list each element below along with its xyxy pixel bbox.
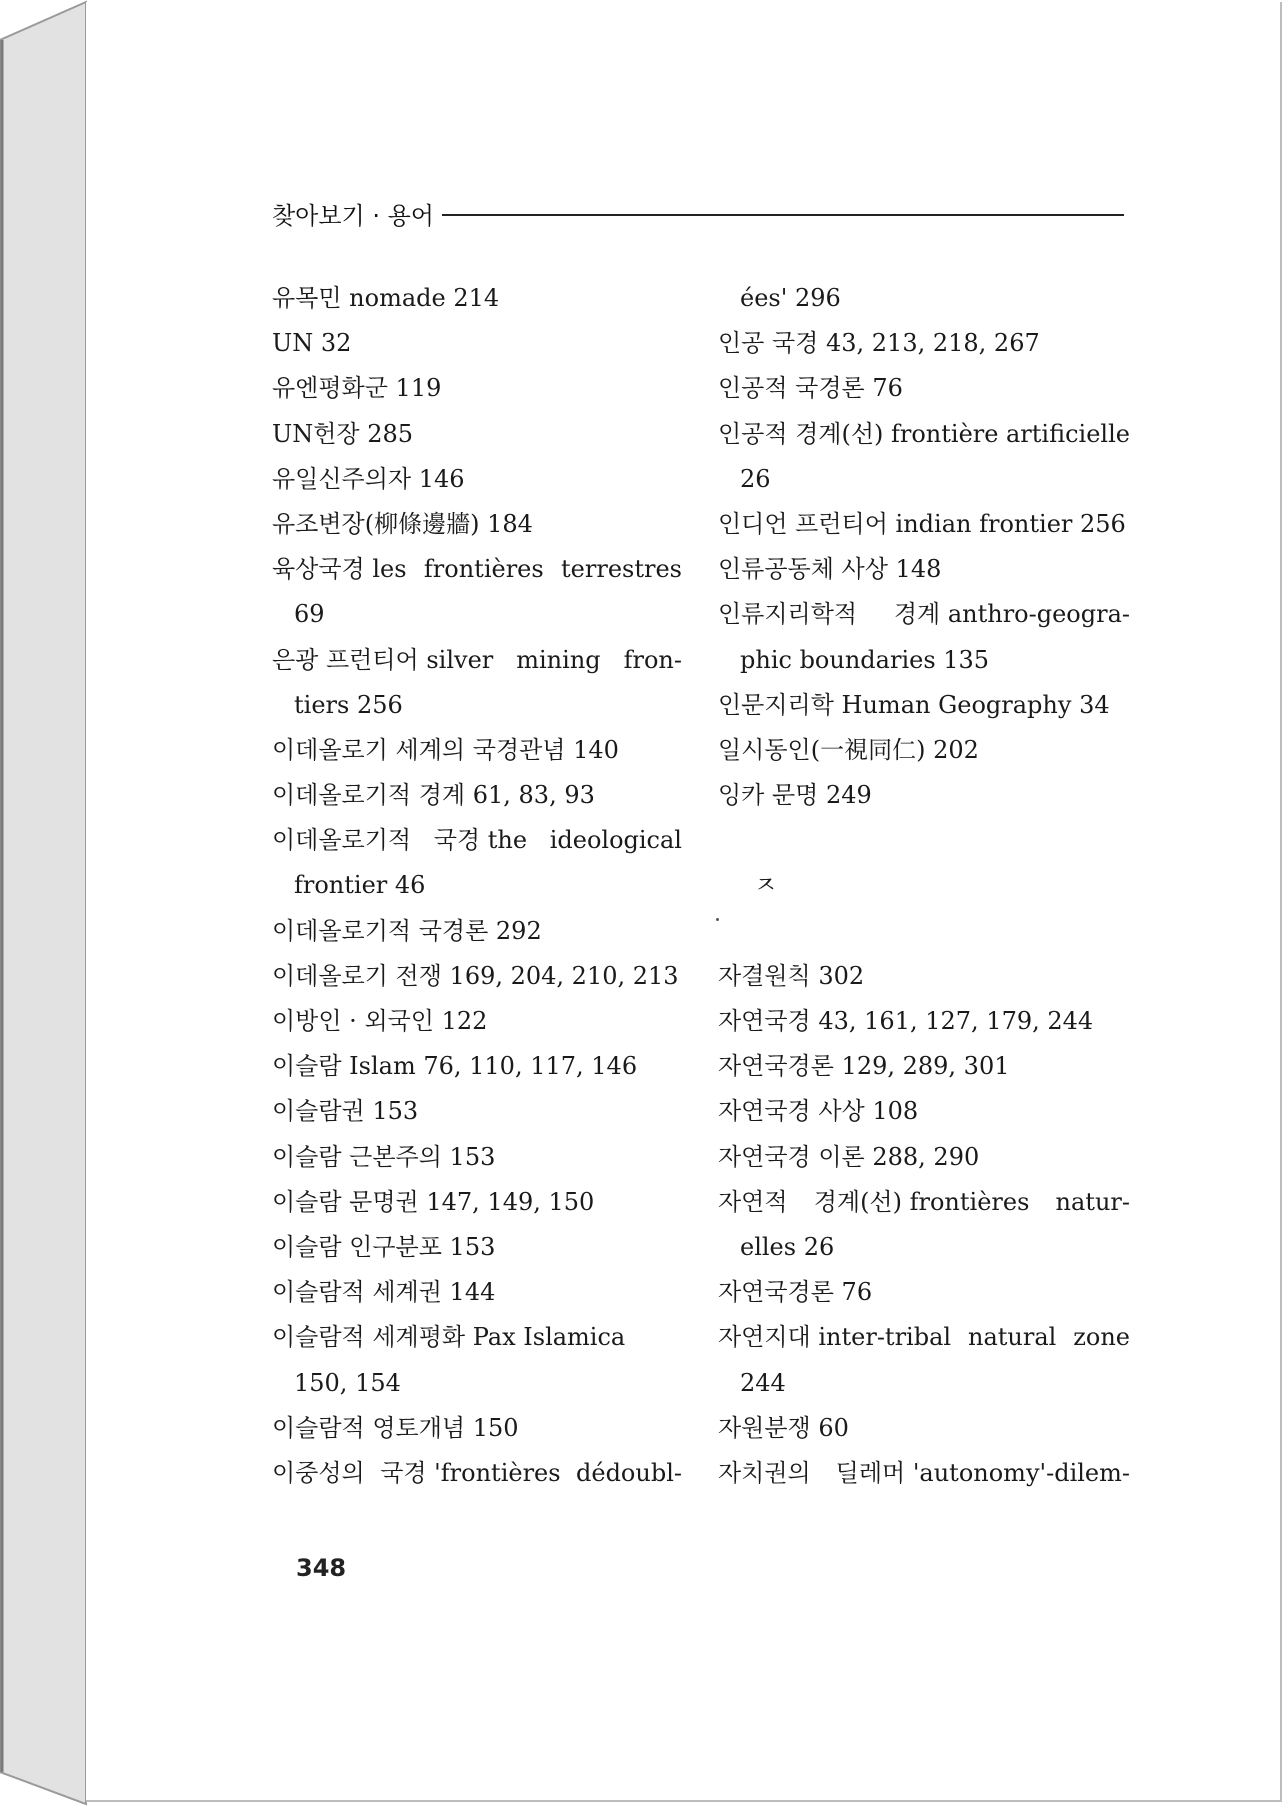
entry-text: 이데올로기적 xyxy=(272,826,412,855)
entry-text: natur- xyxy=(1055,1187,1130,1216)
entry-text: natural xyxy=(967,1323,1057,1352)
page-title: 찾아보기 · 용어 xyxy=(272,201,434,230)
entry-text: 이슬람 Islam 76, 110, 117, 146 xyxy=(272,1052,638,1081)
entry-text: 이슬람적 세계평화 Pax Islamica xyxy=(272,1323,626,1352)
entry-text: 이방인 · 외국인 122 xyxy=(272,1007,488,1035)
entry-text: 69 xyxy=(294,600,325,629)
entry-text: 이슬람 인구분포 153 xyxy=(272,1232,496,1261)
index-entry xyxy=(718,683,1130,728)
entry-text: 국경 the xyxy=(433,826,528,855)
index-entry xyxy=(718,1361,1130,1406)
index-column-left xyxy=(272,276,682,1496)
index-entry xyxy=(718,502,1130,547)
index-entry xyxy=(272,412,682,457)
entry-text: 인공적 국경론 76 xyxy=(718,374,903,403)
index-entry xyxy=(272,547,682,592)
index-entry xyxy=(272,638,682,683)
entry-text: 26 xyxy=(740,464,771,493)
entry-text: 이슬람적 세계권 144 xyxy=(272,1278,496,1307)
index-entry xyxy=(718,1406,1130,1451)
entry-text: phic boundaries 135 xyxy=(740,645,990,674)
entry-text: 자연국경론 129, 289, 301 xyxy=(718,1052,1010,1081)
index-entry xyxy=(718,1225,1130,1270)
entry-text: 잉카 문명 249 xyxy=(718,781,872,810)
entry-text: 자연적 xyxy=(718,1187,788,1216)
entry-text: ideological xyxy=(549,826,682,855)
entry-text: 자치권의 xyxy=(718,1458,811,1487)
entry-text: 자연국경 사상 108 xyxy=(718,1097,919,1126)
entry-text: 유일신주의자 146 xyxy=(272,464,465,493)
entry-text: 이데올로기적 국경론 292 xyxy=(272,916,542,945)
entry-text: 국경 'frontières xyxy=(380,1458,561,1487)
index-entry xyxy=(272,863,682,908)
entry-text: 이데올로기적 경계 61, 83, 93 xyxy=(272,781,595,810)
entry-text: 244 xyxy=(740,1368,786,1397)
entry-text: 경계 anthro-geogra- xyxy=(893,600,1130,629)
index-entry xyxy=(718,321,1130,366)
entry-text: 자연국경 이론 288, 290 xyxy=(718,1142,980,1171)
index-entry xyxy=(272,1135,682,1180)
entry-text: mining xyxy=(516,645,601,674)
index-entry xyxy=(718,1270,1130,1315)
entry-text: 은광 프런티어 silver xyxy=(272,645,494,674)
entry-text: elles 26 xyxy=(740,1232,835,1261)
index-entry xyxy=(272,909,682,954)
index-entry xyxy=(272,321,682,366)
index-entry xyxy=(718,909,1130,954)
entry-text: fron- xyxy=(623,645,682,674)
index-entry xyxy=(272,1406,682,1451)
index-entry xyxy=(272,728,682,773)
index-entry xyxy=(718,1180,1130,1225)
entry-text: 이중성의 xyxy=(272,1458,365,1487)
index-entry xyxy=(272,1451,682,1496)
entry-text: 자연국경 43, 161, 127, 179, 244 xyxy=(718,1007,1094,1035)
index-entry xyxy=(272,457,682,502)
entry-text: dédoubl- xyxy=(576,1458,682,1487)
index-entry xyxy=(718,1315,1130,1360)
index-entry xyxy=(272,502,682,547)
index-entry xyxy=(718,954,1130,999)
index-entry xyxy=(718,638,1130,683)
index-entry xyxy=(718,366,1130,411)
index-entry xyxy=(718,773,1130,818)
entry-text: 인공 국경 43, 213, 218, 267 xyxy=(718,329,1040,358)
index-entry xyxy=(272,1361,682,1406)
running-header xyxy=(272,193,1124,233)
entry-text: 인공적 xyxy=(718,419,788,448)
index-entry xyxy=(718,412,1130,457)
entry-text: 경계(선) frontière xyxy=(795,419,999,448)
index-entry xyxy=(272,276,682,321)
stray-mark xyxy=(716,918,719,921)
entry-text: 인류지리학적 xyxy=(718,600,858,629)
index-column-right xyxy=(718,276,1130,1496)
entry-text: 자원분쟁 60 xyxy=(718,1413,849,1442)
index-entry xyxy=(272,818,682,863)
entry-text: 유조변장(柳條邊牆) 184 xyxy=(272,509,533,538)
entry-text: 이슬람 문명권 147, 149, 150 xyxy=(272,1187,595,1216)
index-entry xyxy=(718,1089,1130,1134)
entry-text: 이데올로기 전쟁 169, 204, 210, 213 xyxy=(272,961,679,990)
index-entry xyxy=(718,457,1130,502)
index-entry xyxy=(272,773,682,818)
page-number: 348 xyxy=(296,1554,347,1582)
entry-text: artificielle xyxy=(1006,419,1130,448)
header-rule xyxy=(442,214,1124,216)
index-entry xyxy=(272,592,682,637)
entry-text: frontières xyxy=(423,555,544,584)
entry-text: 인디언 프런티어 indian frontier 256 xyxy=(718,509,1126,538)
entry-text: UN 32 xyxy=(272,329,352,358)
index-entry xyxy=(718,1135,1130,1180)
entry-text: 육상국경 les xyxy=(272,555,407,584)
index-entry xyxy=(718,1044,1130,1089)
entry-text: 150, 154 xyxy=(294,1368,401,1397)
entry-text: 일시동인(一視同仁) 202 xyxy=(718,735,979,764)
entry-text: 딜레머 'autonomy'-dilem- xyxy=(835,1458,1130,1487)
index-entry xyxy=(272,1180,682,1225)
entry-text: 유목민 nomade 214 xyxy=(272,284,500,312)
index-entry xyxy=(718,1451,1130,1496)
entry-text: 인문지리학 Human Geography 34 xyxy=(718,690,1110,719)
entry-text: ㅈ xyxy=(754,871,778,900)
entry-text: frontier 46 xyxy=(294,871,426,900)
index-entry xyxy=(718,547,1130,592)
entry-text: 자연지대 inter-tribal xyxy=(718,1323,952,1352)
index-entry xyxy=(718,592,1130,637)
entry-text: 이슬람적 영토개념 150 xyxy=(272,1413,519,1442)
entry-text: terrestres xyxy=(561,555,682,584)
entry-text: 경계(선) frontières xyxy=(813,1187,1030,1216)
entry-text: 이슬람 근본주의 153 xyxy=(272,1142,496,1171)
index-entry xyxy=(718,818,1130,863)
index-entry xyxy=(272,999,682,1044)
index-entry xyxy=(272,1225,682,1270)
section-letter xyxy=(718,863,1130,908)
index-entry xyxy=(718,728,1130,773)
entry-text: zone xyxy=(1073,1323,1130,1352)
index-entry xyxy=(272,1315,682,1360)
index-entry xyxy=(272,1270,682,1315)
index-entry xyxy=(718,999,1130,1044)
index-entry xyxy=(272,366,682,411)
entry-text: 이데올로기 세계의 국경관념 140 xyxy=(272,735,619,764)
index-entry xyxy=(272,954,682,999)
index-entry xyxy=(272,683,682,728)
index-entry xyxy=(272,1089,682,1134)
entry-text: 이슬람권 153 xyxy=(272,1097,419,1126)
entry-text: 자연국경론 76 xyxy=(718,1278,873,1307)
entry-text: tiers 256 xyxy=(294,690,403,719)
entry-text: UN헌장 285 xyxy=(272,419,414,448)
entry-text: 인류공동체 사상 148 xyxy=(718,555,942,584)
entry-text: ées' 296 xyxy=(740,284,841,312)
index-entry xyxy=(718,276,1130,321)
entry-text: 유엔평화군 119 xyxy=(272,374,442,403)
index-entry xyxy=(272,1044,682,1089)
entry-text: 자결원칙 302 xyxy=(718,961,865,990)
